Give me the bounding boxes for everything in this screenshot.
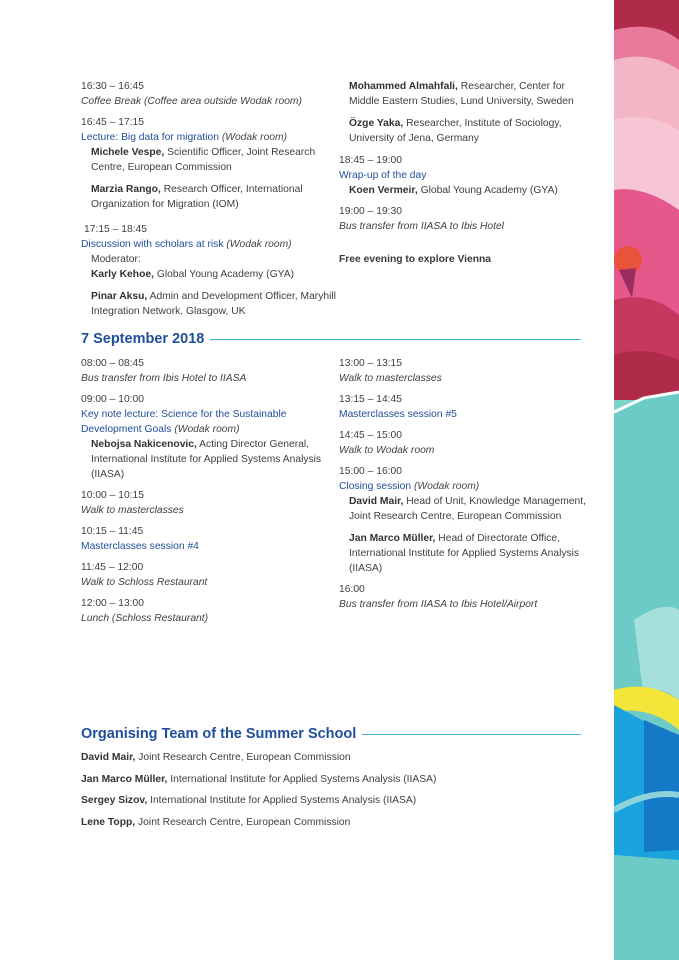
schedule-item — [81, 79, 336, 109]
schedule-item — [81, 356, 336, 386]
speaker: Özge Yaka, Researcher, Institute of Sociology, University of Jena, Germany — [349, 118, 562, 144]
team-member: Jan Marco Müller, International Institute for Applied Systems Analysis (IIASA) — [81, 773, 437, 785]
activity: Walk to Wodak room — [339, 445, 435, 456]
team-member: David Mair, Joint Research Centre, European Commission — [81, 752, 351, 763]
team-heading — [81, 726, 581, 742]
time-slot: 12:00 – 13:00 — [81, 598, 144, 609]
schedule-item — [339, 204, 594, 234]
time-slot: 17:15 – 18:45 — [84, 224, 147, 235]
time-slot: 18:45 – 19:00 — [339, 155, 402, 166]
speaker: Mohammed Almahfali, Researcher, Center for Middle Eastern Studies, Lund University, Sweden — [349, 81, 574, 107]
schedule-item — [339, 582, 594, 612]
speaker: Koen Vermeir, Global Young Academy (GYA) — [349, 185, 558, 196]
team-member: Lene Topp, Joint Research Centre, European Commission — [81, 816, 351, 828]
time-slot: 16:30 – 16:45 — [81, 81, 144, 92]
activity: Bus transfer from Ibis Hotel to IIASA — [81, 373, 247, 384]
team-list — [81, 750, 436, 836]
decorative-side-art — [614, 0, 679, 960]
day2-right-column — [339, 356, 594, 618]
activity: Walk to masterclasses — [339, 373, 442, 384]
schedule-item — [339, 428, 594, 458]
schedule-item — [81, 115, 336, 212]
schedule-item — [339, 153, 594, 198]
session-title: Discussion with scholars at risk (Wodak room) — [81, 239, 292, 250]
speaker: Marzia Rango, Research Officer, International Organization for Migration (IOM) — [91, 184, 303, 210]
schedule-item — [81, 560, 336, 590]
speaker: Pinar Aksu, Admin and Development Officer, Maryhill Integration Network, Glasgow, UK — [91, 291, 336, 317]
time-slot: 11:45 – 12:00 — [81, 562, 144, 573]
schedule-item — [81, 222, 336, 319]
time-slot: 19:00 – 19:30 — [339, 206, 402, 217]
session-title: Key note lecture: Science for the Sustainable Development Goals (Wodak room) — [81, 409, 287, 435]
schedule-item — [339, 464, 594, 576]
day2-left-column — [81, 356, 336, 632]
time-slot: 13:15 – 14:45 — [339, 394, 402, 405]
activity: Lunch (Schloss Restaurant) — [81, 613, 209, 624]
session-title: Wrap-up of the day — [339, 170, 427, 181]
time-slot: 16:00 — [339, 584, 365, 595]
time-slot: 10:00 – 10:15 — [81, 490, 144, 501]
day1-right-column — [339, 79, 594, 267]
speaker: Jan Marco Müller, Head of Directorate Office, International Institute for Applied Systems Analysis (IIASA) — [349, 533, 580, 574]
time-slot: 08:00 – 08:45 — [81, 358, 144, 369]
activity: Walk to Schloss Restaurant — [81, 577, 208, 588]
moderator-label: Moderator: — [91, 254, 141, 265]
session-title: Lecture: Big data for migration (Wodak room) — [81, 132, 288, 143]
time-slot: 14:45 – 15:00 — [339, 430, 402, 441]
schedule-item — [81, 524, 336, 554]
heading-rule — [210, 339, 581, 340]
schedule-item — [81, 392, 336, 482]
activity: Bus transfer from IIASA to Ibis Hotel/Airport — [339, 599, 538, 610]
team-heading-text: Organising Team of the Summer School — [81, 726, 357, 742]
session-title: Closing session (Wodak room) — [339, 481, 480, 492]
heading-rule — [362, 734, 581, 735]
time-slot: 13:00 – 13:15 — [339, 358, 402, 369]
activity: Walk to masterclasses — [81, 505, 184, 516]
speaker: Michele Vespe, Scientific Officer, Joint Research Centre, European Commission — [91, 147, 316, 173]
speaker: Nebojsa Nakicenovic, Acting Director General, International Institute for Applied Systems Analysis (IIASA) — [91, 439, 322, 480]
session-title: Masterclasses session #4 — [81, 541, 199, 552]
schedule-item — [81, 488, 336, 518]
time-slot: 15:00 – 16:00 — [339, 466, 402, 477]
speaker: Karly Kehoe, Global Young Academy (GYA) — [91, 269, 295, 280]
day-heading-text: 7 September 2018 — [81, 331, 205, 347]
activity: Coffee Break (Coffee area outside Wodak room) — [81, 96, 302, 107]
day-heading — [81, 331, 581, 347]
schedule-item — [339, 392, 594, 422]
session-title: Masterclasses session #5 — [339, 409, 457, 420]
activity: Bus transfer from IIASA to Ibis Hotel — [339, 221, 505, 232]
team-member: Sergey Sizov, International Institute for Applied Systems Analysis (IIASA) — [81, 795, 417, 807]
schedule-item — [81, 596, 336, 626]
time-slot: 16:45 – 17:15 — [81, 117, 144, 128]
day1-left-column — [81, 79, 336, 325]
free-evening-note: Free evening to explore Vienna — [339, 254, 492, 265]
speaker: David Mair, Head of Unit, Knowledge Management, Joint Research Centre, European Commission — [349, 496, 586, 522]
time-slot: 10:15 – 11:45 — [81, 526, 144, 537]
schedule-item — [339, 356, 594, 386]
time-slot: 09:00 – 10:00 — [81, 394, 144, 405]
